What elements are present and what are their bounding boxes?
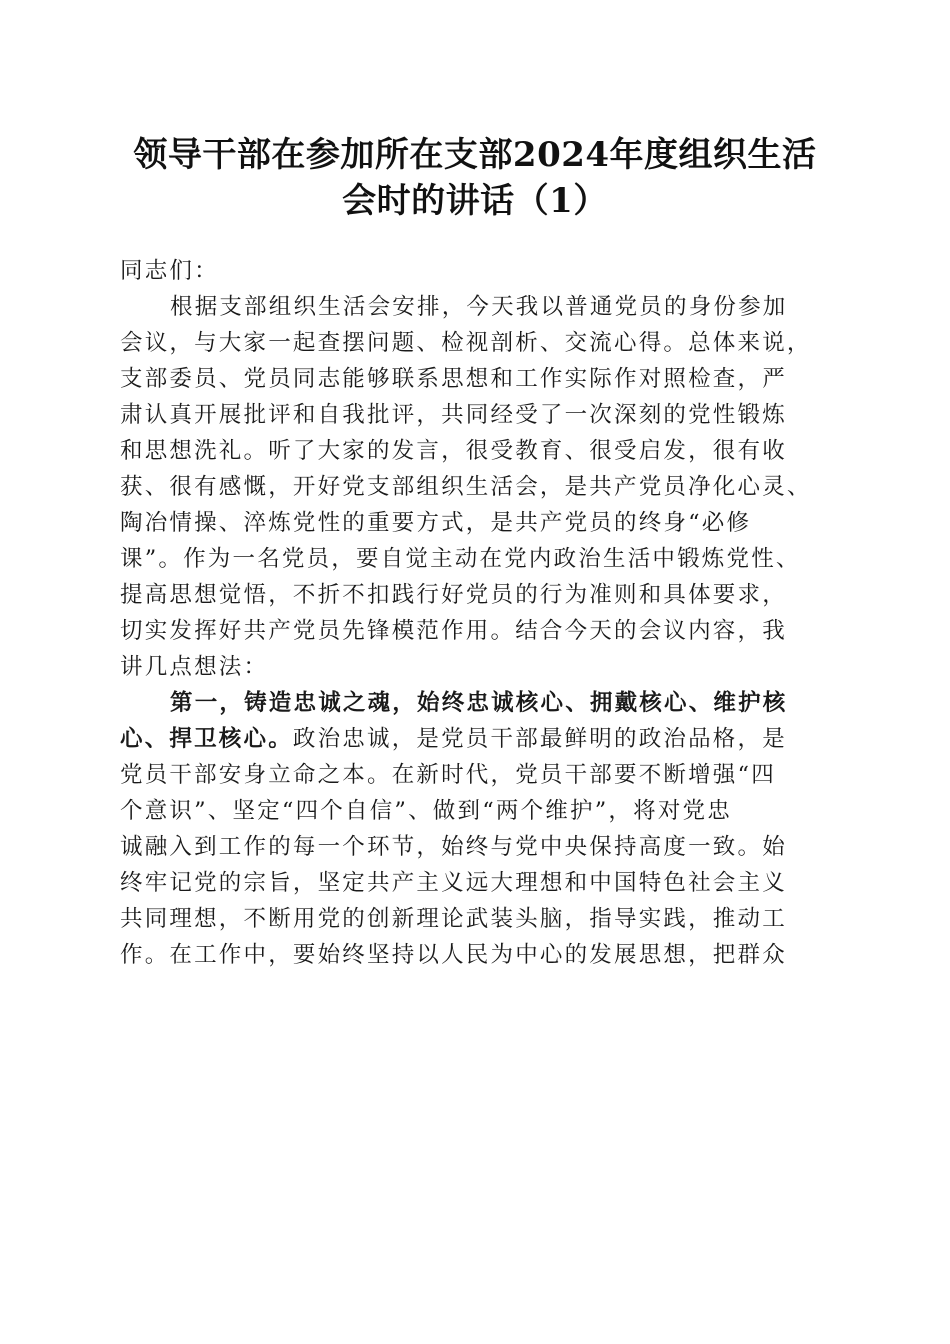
document-body	[120, 253, 832, 973]
paragraph-1-line: 获、很有感慨，开好党支部组织生活会，是共产党员净化心灵、	[120, 474, 812, 500]
paragraph-1-line: 和思想洗礼。听了大家的发言，很受教育、很受启发，很有收	[120, 438, 787, 464]
paragraph-2-line: 作。在工作中，要始终坚持以人民为中心的发展思想，把群众	[120, 942, 787, 968]
paragraph-2-line: 诚融入到工作的每一个环节，始终与党中央保持高度一致。始	[120, 834, 787, 860]
paragraph-2-heading-line: 第一，铸造忠诚之魂，始终忠诚核心、拥戴核心、维护核	[170, 690, 788, 716]
paragraph-1-line: 肃认真开展批评和自我批评，共同经受了一次深刻的党性锻炼	[120, 402, 787, 428]
paragraph-1-line: 课”。作为一名党员，要自觉主动在党内政治生活中锻炼党性、	[120, 546, 801, 572]
paragraph-1-line: 陶冶情操、淬炼党性的重要方式，是共产党员的终身“必修	[120, 510, 752, 536]
paragraph-2-text: 政治忠诚，是党员干部最鲜明的政治品格，是	[292, 726, 787, 752]
title-line-1: 领导干部在参加所在支部2024年度组织生活	[133, 135, 817, 175]
paragraph-1-line: 会议，与大家一起查摆问题、检视剖析、交流心得。总体来说，	[120, 330, 812, 356]
title-line-2: 会时的讲话（1）	[342, 181, 608, 221]
paragraph-1-line: 讲几点想法：	[120, 654, 269, 680]
paragraph-2-line: 党员干部安身立命之本。在新时代，党员干部要不断增强“四	[120, 762, 776, 788]
paragraph-2-line: 个意识”、坚定“四个自信”、做到“两个维护”，将对党忠	[120, 798, 732, 824]
paragraph-2-line: 共同理想，不断用党的创新理论武装头脑，指导实践，推动工	[120, 906, 787, 932]
paragraph-1-line: 切实发挥好共产党员先锋模范作用。结合今天的会议内容，我	[120, 618, 787, 644]
paragraph-2-heading-end: 心、捍卫核心。	[120, 726, 293, 752]
salutation: 同志们：	[120, 258, 219, 284]
paragraph-2-line	[120, 721, 832, 757]
paragraph-2-line: 终牢记党的宗旨，坚定共产主义远大理想和中国特色社会主义	[120, 870, 787, 896]
paragraph-1-line: 提高思想觉悟，不折不扣践行好党员的行为准则和具体要求，	[120, 582, 787, 608]
paragraph-1-line: 根据支部组织生活会安排，今天我以普通党员的身份参加	[170, 294, 788, 320]
document-title	[100, 132, 850, 224]
paragraph-1-line: 支部委员、党员同志能够联系思想和工作实际作对照检查，严	[120, 366, 787, 392]
